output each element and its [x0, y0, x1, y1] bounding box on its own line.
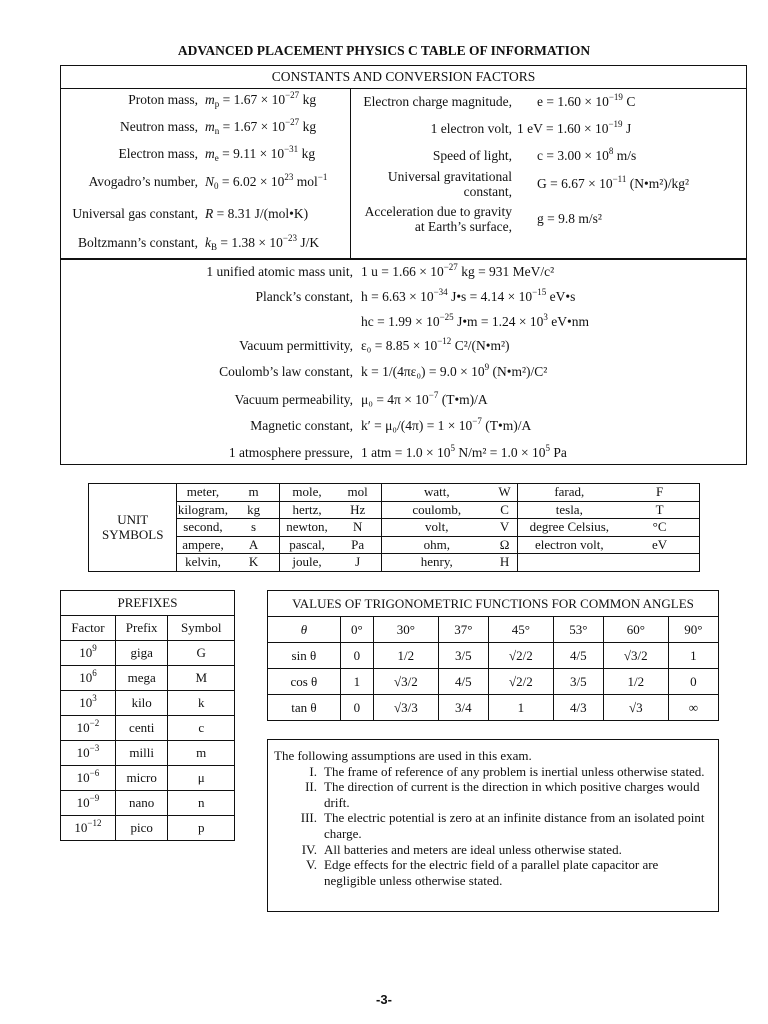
unit-name: tesla,: [518, 501, 620, 519]
constant-value: [361, 314, 589, 330]
constant-label: [357, 204, 512, 234]
trig-row: [268, 669, 719, 695]
unit-symbol: H: [492, 554, 518, 572]
constant-unit: C: [626, 94, 636, 109]
unit-symbol: N: [334, 519, 381, 537]
constant-label: [357, 121, 512, 136]
prefixes-title: PREFIXES: [61, 591, 235, 616]
trig-row: [268, 695, 719, 721]
unit-name: [518, 554, 620, 572]
constant-unit: kg: [302, 119, 317, 134]
constant-subscript: 0: [214, 181, 219, 191]
constant-symbol: m: [205, 146, 215, 161]
constant-subscript: B: [211, 242, 218, 252]
trig-value: 0: [340, 643, 373, 669]
unit-row: [89, 484, 700, 502]
constant-mantissa: = $6.02 \times 10^{23}$: [221, 172, 294, 189]
constant-value: [205, 92, 316, 108]
constant-expression: 1 $u = 1.66 \times 10^{-27}$: [361, 262, 458, 279]
constant-label-line: Electron charge magnitude,: [363, 94, 512, 109]
unit-symbol: C: [492, 501, 518, 519]
prefix-name: pico: [115, 816, 168, 841]
constant-mantissa: = $1.67 \times 10^{-27}$: [222, 90, 300, 107]
prefix-factor-value: $10^{-12}$: [74, 818, 102, 835]
constant-expression: $k = 1/(4\pi\varepsilon_0) = 9.0 \times 10^9$: [361, 362, 490, 379]
constant-label-line: Acceleration due to gravity: [364, 204, 512, 219]
trig-function: sin θ: [268, 643, 341, 669]
assumption-text: All batteries and meters are ideal unless otherwise stated.: [324, 841, 622, 857]
unit-symbol: s: [228, 519, 279, 537]
prefix-factor-value-exp: −2: [89, 718, 100, 728]
constant-value: [205, 146, 315, 162]
trig-value: 1: [668, 643, 718, 669]
constant-expression: $e = 1.60 \times 10^{-19}$: [537, 92, 623, 109]
prefix-name: mega: [115, 666, 168, 691]
constant-symbol: N: [205, 174, 215, 189]
constant-label: [357, 94, 512, 109]
constant-label-line: at Earth’s surface,: [414, 219, 512, 234]
constant-expression-part: (T•m)/A: [485, 418, 532, 433]
assumption-item: [274, 842, 712, 858]
constant-expression-exp: −27: [443, 262, 458, 272]
unit-name: joule,: [279, 554, 334, 572]
trig-value: 1/2: [374, 643, 439, 669]
constant-expression-part-exp: 3: [543, 312, 548, 322]
unit-symbol: W: [498, 484, 511, 500]
prefix-factor-value-exp: −12: [87, 818, 102, 828]
trig-value: 3/5: [553, 669, 603, 695]
prefix-name: giga: [115, 641, 168, 666]
trig-title: VALUES OF TRIGONOMETRIC FUNCTIONS FOR COMMON ANGLES: [268, 591, 719, 617]
unit-symbol: Pa: [334, 536, 381, 554]
unit-symbol: V: [492, 519, 518, 537]
constant-expression: $\varepsilon_0 = 8.85 \times 10^{-12}$: [361, 336, 452, 353]
assumption-number: IV.: [301, 841, 317, 857]
trig-theta: θ: [300, 621, 308, 637]
unit-name: ohm,: [381, 536, 491, 554]
constant-expression-part-exp: −15: [532, 287, 547, 297]
prefix-name: kilo: [115, 691, 168, 716]
unit-symbol: [620, 554, 699, 572]
constant-value: [361, 364, 547, 380]
trig-value: 0: [668, 669, 718, 695]
unit-name: electron volt,: [518, 536, 620, 554]
unit-name: second,: [177, 519, 228, 537]
constant-expression-exp: −7: [472, 416, 482, 426]
trig-header-row: [268, 617, 719, 643]
constants-header: CONSTANTS AND CONVERSION FACTORS: [61, 66, 746, 89]
constant-value: [537, 94, 635, 110]
unit-symbol: m: [248, 484, 259, 500]
prefix-row: [61, 791, 235, 816]
constant-unit-exp: −1: [317, 172, 328, 182]
constant-label: Magnetic constant,: [250, 418, 353, 433]
trig-value: 3/4: [438, 695, 488, 721]
assumption-text: The direction of current is the direction in which positive charges would drift.: [324, 779, 700, 810]
constant-unit: m/s: [616, 148, 637, 163]
constant-value: [205, 235, 319, 251]
constant-symbol: m: [205, 92, 215, 107]
trig-value: 1/2: [603, 669, 668, 695]
constant-label: Universal gas constant,: [72, 206, 198, 221]
prefix-factor-value: $10^6$: [79, 668, 97, 685]
prefix-row: [61, 641, 235, 666]
prefix-row: [61, 816, 235, 841]
unit-symbol: J: [334, 554, 381, 572]
trig-table: [267, 590, 719, 721]
trig-value: √2/2: [488, 643, 553, 669]
prefix-factor: [61, 816, 116, 841]
prefix-factor: [61, 766, 116, 791]
constant-mantissa: = 8.31 J/(mol•K): [216, 206, 309, 221]
constant-value: [205, 206, 308, 222]
constant-expression: $\mu_0 = 4\pi \times 10^{-7}$: [361, 390, 439, 407]
constant-expression-exp: −11: [612, 174, 627, 184]
constants-separator: [61, 258, 746, 260]
unit-symbol: A: [228, 536, 279, 554]
trig-value: 4/5: [438, 669, 488, 695]
constant-unit: (N•m²)/kg²: [629, 176, 690, 191]
assumption-item: [274, 857, 712, 888]
trig-header: 45°: [488, 617, 553, 643]
constant-unit: eV•s: [549, 289, 576, 304]
trig-value: 4/5: [553, 643, 603, 669]
unit-name: mole,: [279, 484, 334, 502]
unit-row: [89, 501, 700, 519]
unit-symbol: eV: [620, 536, 699, 554]
constant-mantissa-exp: −27: [285, 90, 300, 100]
prefix-factor-value-exp: 9: [92, 643, 97, 653]
constant-expression-exp: −19: [608, 119, 623, 129]
prefix-symbol: n: [168, 791, 235, 816]
constant-unit: eV•nm: [551, 314, 589, 329]
constant-value: [537, 211, 602, 227]
constant-expression-exp: −7: [428, 390, 439, 400]
constant-expression-part: J•m = $1.24 \times 10^3$: [457, 312, 548, 329]
unit-row: [89, 519, 700, 537]
unit-row: [89, 554, 700, 572]
constant-label-line: 1 electron volt,: [430, 121, 512, 136]
assumptions-box: [267, 739, 719, 912]
unit-symbol: °C: [620, 519, 699, 537]
trig-header: 60°: [603, 617, 668, 643]
constant-value: [205, 119, 316, 135]
trig-function: cos θ: [268, 669, 341, 695]
assumption-text: Edge effects for the electric field of a parallel plate capacitor are negligible unless otherwise stated.: [324, 857, 659, 888]
unit-row: [89, 536, 700, 554]
prefix-row: [61, 691, 235, 716]
constant-expression: $h = 6.63 \times 10^{-34}$: [361, 287, 448, 304]
trig-header: 0°: [340, 617, 373, 643]
prefix-factor: [61, 641, 116, 666]
unit-symbols-table: [88, 483, 700, 572]
trig-value: √2/2: [488, 669, 553, 695]
constant-value: [361, 418, 531, 434]
prefix-factor-value: $10^9$: [79, 643, 97, 660]
constant-expression-exp: −19: [608, 92, 623, 102]
prefix-symbol: p: [168, 816, 235, 841]
constant-value: [205, 174, 327, 190]
prefix-symbol: m: [168, 741, 235, 766]
unit-heading-line: SYMBOLS: [102, 527, 164, 543]
constant-label: 1 unified atomic mass unit,: [206, 264, 353, 279]
constant-value: [361, 445, 567, 461]
prefix-factor-value-exp: −6: [89, 768, 100, 778]
constant-label: [357, 148, 512, 163]
constant-label: Electron mass,: [118, 146, 198, 161]
constant-mantissa: = $1.67 \times 10^{-27}$: [222, 117, 300, 134]
prefix-factor-value-exp: −3: [89, 743, 100, 753]
constant-mantissa-exp: −31: [284, 144, 299, 154]
constant-mantissa-exp: −23: [282, 233, 297, 243]
trig-value: ∞: [668, 695, 718, 721]
prefix-factor: [61, 741, 116, 766]
prefix-row: [61, 666, 235, 691]
constant-value: [361, 392, 488, 408]
constant-value: [537, 176, 689, 192]
constants-box: [60, 65, 747, 465]
constant-label: Proton mass,: [128, 92, 198, 107]
trig-value: 4/3: [553, 695, 603, 721]
constant-value: [537, 148, 636, 164]
prefix-header-symbol: Symbol: [168, 616, 235, 641]
prefix-factor-value-exp: −9: [89, 793, 100, 803]
prefix-factor: [61, 691, 116, 716]
trig-value: √3/2: [374, 669, 439, 695]
prefix-row: [61, 716, 235, 741]
constant-expression: hc = $1.99 \times 10^{-25}$: [361, 312, 454, 329]
constant-expression: $c = 3.00 \times 10^8$: [537, 146, 614, 163]
assumption-item: [274, 779, 712, 810]
constant-subscript: p: [214, 99, 220, 109]
prefixes-table: [60, 590, 235, 841]
unit-name: watt,: [381, 484, 491, 502]
unit-symbol: Ω: [492, 536, 518, 554]
prefix-factor-value: $10^{-9}$: [76, 793, 100, 810]
prefix-symbol: G: [168, 641, 235, 666]
assumption-text: The frame of reference of any problem is inertial unless otherwise stated.: [324, 763, 705, 779]
constant-label: Coulomb’s law constant,: [219, 364, 353, 379]
constant-expression-part: C²/(N•m²): [454, 338, 510, 353]
constant-label: Vacuum permeability,: [234, 392, 353, 407]
trig-value: √3/3: [374, 695, 439, 721]
trig-header: 90°: [668, 617, 718, 643]
constant-mantissa-exp: −27: [285, 117, 300, 127]
trig-value: √3: [603, 695, 668, 721]
unit-symbol: mol: [347, 484, 368, 500]
prefix-row: [61, 766, 235, 791]
assumption-number: II.: [305, 779, 317, 795]
assumption-item: [274, 810, 712, 841]
constant-unit: Pa: [553, 445, 567, 460]
trig-header: 30°: [374, 617, 439, 643]
unit-name: newton,: [279, 519, 334, 537]
constant-expression-exp: −34: [433, 287, 448, 297]
constant-label-line: Speed of light,: [432, 148, 512, 163]
trig-header: 37°: [438, 617, 488, 643]
prefix-factor: [61, 716, 116, 741]
constant-subscript: e: [214, 153, 219, 163]
constant-label: Neutron mass,: [120, 119, 198, 134]
prefix-symbol: k: [168, 691, 235, 716]
constant-mantissa-exp: 23: [284, 172, 294, 182]
assumption-number: I.: [309, 763, 317, 779]
constant-mantissa: = $1.38 \times 10^{-23}$: [220, 233, 297, 250]
prefix-factor-value: $10^3$: [79, 693, 97, 710]
constant-label-line: Universal gravitational: [387, 169, 512, 184]
prefix-name: nano: [115, 791, 168, 816]
trig-value: 0: [340, 695, 373, 721]
unit-symbol: T: [620, 501, 699, 519]
assumption-text: The electric potential is zero at an infinite distance from an isolated point charge.: [324, 810, 705, 841]
prefix-symbol: μ: [168, 766, 235, 791]
constant-value: [361, 264, 554, 280]
constant-unit: kg: [302, 92, 317, 107]
constant-expression-exp: 8: [608, 146, 614, 156]
prefix-header-prefix: Prefix: [115, 616, 168, 641]
unit-name: kelvin,: [177, 554, 228, 572]
unit-symbol: Hz: [334, 501, 381, 519]
unit-symbol: kg: [228, 501, 279, 519]
constant-expression-exp: 9: [484, 362, 490, 372]
constant-symbol: m: [205, 119, 215, 134]
prefix-factor: [61, 666, 116, 691]
unit-name: volt,: [381, 519, 491, 537]
trig-header: [268, 617, 341, 643]
constant-unit: J: [625, 121, 632, 136]
unit-symbol: F: [655, 484, 664, 500]
constant-expression: $k' = \mu_0/(4\pi) = 1 \times 10^{-7}$: [361, 416, 482, 433]
unit-name: degree Celsius,: [518, 519, 620, 537]
constant-expression: 1 atm = $1.0 \times 10^5$: [361, 443, 455, 460]
assumptions-intro: The following assumptions are used in this exam.: [274, 748, 532, 763]
constant-value: [361, 338, 510, 354]
unit-name: farad,: [518, 484, 620, 502]
page-number: -3-: [376, 992, 392, 1007]
constants-divider: [350, 88, 351, 258]
constant-subscript: n: [214, 126, 220, 136]
assumption-number: III.: [300, 810, 317, 826]
prefix-header-factor: Factor: [61, 616, 116, 641]
unit-heading-line: UNIT: [117, 512, 149, 528]
constant-symbol: k: [205, 235, 211, 250]
unit-name: ampere,: [177, 536, 228, 554]
unit-symbol: K: [228, 554, 279, 572]
constant-unit: J/K: [300, 235, 320, 250]
prefix-name: centi: [115, 716, 168, 741]
constant-mantissa: = $9.11 \times 10^{-31}$: [222, 144, 299, 161]
prefix-name: micro: [115, 766, 168, 791]
trig-function: tan θ: [268, 695, 341, 721]
prefix-row: [61, 741, 235, 766]
prefix-factor-value: $10^{-3}$: [76, 743, 100, 760]
trig-value: 3/5: [438, 643, 488, 669]
prefix-factor-value-exp: 6: [92, 668, 97, 678]
constant-expression-exp: 5: [450, 443, 455, 453]
trig-value: √3/2: [603, 643, 668, 669]
constant-expression-exp: −25: [439, 312, 454, 322]
constant-expression: $G = 6.67 \times 10^{-11}$: [537, 174, 627, 191]
constant-symbol: R: [205, 206, 214, 221]
prefix-name: milli: [115, 741, 168, 766]
constant-expression-part: (N•m²)/C²: [492, 364, 548, 379]
constant-label: Boltzmann’s constant,: [78, 235, 198, 250]
constant-label: [357, 169, 512, 199]
page-title: ADVANCED PLACEMENT PHYSICS C TABLE OF INFORMATION: [177, 43, 591, 58]
unit-name: hertz,: [279, 501, 334, 519]
unit-name: kilogram,: [177, 501, 229, 517]
trig-value: 1: [340, 669, 373, 695]
unit-name: henry,: [381, 554, 491, 572]
constant-expression-part: J•s = $4.14 \times 10^{-15}$: [451, 287, 547, 304]
prefix-factor: [61, 791, 116, 816]
constant-label-line: constant,: [463, 184, 512, 199]
assumption-number: V.: [306, 857, 317, 873]
prefix-factor-value: $10^{-2}$: [76, 718, 100, 735]
prefix-symbol: M: [168, 666, 235, 691]
trig-value: 1: [488, 695, 553, 721]
constant-value: [517, 121, 631, 137]
constant-unit: kg: [301, 146, 316, 161]
prefix-symbol: c: [168, 716, 235, 741]
constant-expression-exp: −12: [437, 336, 452, 346]
constant-expression-part: kg = 931 MeV/c²: [461, 264, 555, 279]
constant-expression-part: (T•m)/A: [441, 392, 488, 407]
constant-unit: mol$^{-1}$: [296, 172, 328, 189]
prefix-factor-value: $10^{-6}$: [76, 768, 100, 785]
constant-label: Planck’s constant,: [255, 289, 353, 304]
unit-name: meter,: [177, 484, 228, 502]
prefix-factor-value-exp: 3: [92, 693, 97, 703]
constant-label: Vacuum permittivity,: [239, 338, 353, 353]
constant-expression-part: $N/m^2 = 1.0 \times 10^5$: [458, 443, 551, 460]
assumptions-list: [274, 764, 712, 889]
constant-expression-part-exp: 5: [545, 443, 551, 453]
trig-header: 53°: [553, 617, 603, 643]
unit-name: pascal,: [279, 536, 334, 554]
constant-expression: g = 9.8 m/s²: [537, 211, 602, 226]
unit-symbols-heading: [89, 484, 177, 572]
unit-name: coulomb,: [381, 501, 491, 519]
constant-expression: 1 eV = $1.60 \times 10^{-19}$: [517, 119, 623, 136]
constant-value: [361, 289, 575, 305]
constant-label: Avogadro’s number,: [88, 174, 198, 189]
assumption-item: [274, 764, 712, 780]
constant-label: 1 atmosphere pressure,: [228, 445, 353, 460]
trig-row: [268, 643, 719, 669]
